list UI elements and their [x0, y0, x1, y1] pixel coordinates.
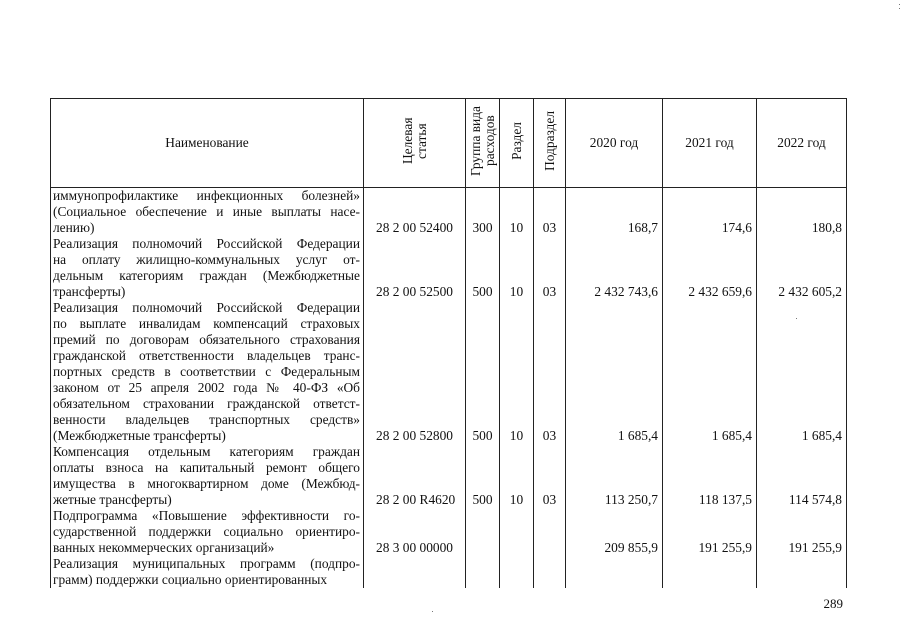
- row-name-line: гражданской ответственности владельцев транс-: [53, 348, 360, 363]
- header-expense-group: Группа вида расходов: [466, 99, 500, 188]
- row-expense-group: [466, 508, 500, 556]
- row-expense-group: 300: [466, 188, 500, 237]
- header-year-2020: 2020 год: [566, 99, 663, 188]
- row-value-2021: 118 137,5: [663, 444, 757, 508]
- row-name-line: оплаты взноса на капитальный ремонт общего: [53, 460, 360, 475]
- row-name-line: законом от 25 апреля 2002 года № 40-ФЗ «Об: [53, 380, 360, 395]
- row-value-2021: 174,6: [663, 188, 757, 237]
- row-subsection: [534, 556, 566, 588]
- row-expense-group: 500: [466, 444, 500, 508]
- row-value-2020: 2 432 743,6: [566, 236, 663, 300]
- row-name-line: Компенсация отдельным категориям граждан: [53, 444, 360, 459]
- row-value-2020: 1 685,4: [566, 300, 663, 444]
- table-row: [51, 300, 847, 444]
- row-section: [500, 508, 534, 556]
- row-article: 28 2 00 52500: [364, 236, 466, 300]
- row-name-line: имущества в многоквартирном доме (Межбюд-: [53, 476, 360, 491]
- row-name-line: Реализация муниципальных программ (подпро-: [53, 556, 360, 571]
- row-value-2022: 191 255,9: [757, 508, 847, 556]
- header-section: Раздел: [500, 99, 534, 188]
- header-subsection: Подраздел: [534, 99, 566, 188]
- row-value-2022: 2 432 605,2: [757, 236, 847, 300]
- row-name-line: грамм) поддержки социально ориентированных: [53, 572, 328, 587]
- row-name-line: иммунопрофилактике инфекционных болезней»: [53, 188, 360, 203]
- row-value-2022: 180,8: [757, 188, 847, 237]
- row-article: [364, 556, 466, 588]
- row-name-line: венности владельцев транспортных средств»: [53, 412, 360, 427]
- row-subsection: 03: [534, 188, 566, 237]
- budget-table: [50, 98, 847, 588]
- row-subsection: 03: [534, 300, 566, 444]
- table-row: [51, 236, 847, 300]
- row-article: 28 3 00 00000: [364, 508, 466, 556]
- row-subsection: 03: [534, 236, 566, 300]
- header-name: Наименование: [51, 99, 364, 188]
- header-year-2021: 2021 год: [663, 99, 757, 188]
- scan-speck: [899, 4, 900, 5]
- row-name-line: трансферты): [53, 284, 126, 299]
- row-name-line: жетные трансферты): [53, 492, 172, 507]
- row-name-line: портных средств в соответствии с Федеральным: [53, 364, 360, 379]
- header-year-2022: 2022 год: [757, 99, 847, 188]
- row-value-2020: 113 250,7: [566, 444, 663, 508]
- row-expense-group: 500: [466, 236, 500, 300]
- row-name-line: (Социальное обеспечение и иные выплаты насе-: [53, 204, 360, 219]
- row-name-line: обязательном страховании гражданской ответст-: [53, 396, 360, 411]
- table-row: [51, 444, 847, 508]
- row-value-2020: 209 855,9: [566, 508, 663, 556]
- row-name-line: сударственной поддержки социально ориентиро-: [53, 524, 360, 539]
- row-name: [51, 508, 364, 556]
- table-row: [51, 508, 847, 556]
- row-expense-group: 500: [466, 300, 500, 444]
- row-name-line: Подпрограмма «Повышение эффективности го-: [53, 508, 360, 523]
- row-name-line: на оплату жилищно-коммунальных услуг от-: [53, 252, 360, 267]
- table-header-row: [51, 99, 847, 188]
- scan-speck: [432, 611, 433, 612]
- row-name: [51, 556, 364, 588]
- row-name-line: по выплате инвалидам компенсаций страховых: [53, 316, 360, 331]
- row-name-line: Реализация полномочий Российской Федерации: [53, 300, 360, 315]
- row-subsection: [534, 508, 566, 556]
- row-name: [51, 300, 364, 444]
- row-article: 28 2 00 52800: [364, 300, 466, 444]
- row-name-line: ванных некоммерческих организаций»: [53, 540, 275, 555]
- row-value-2021: 191 255,9: [663, 508, 757, 556]
- row-expense-group: [466, 556, 500, 588]
- row-value-2021: 2 432 659,6: [663, 236, 757, 300]
- scan-speck: [899, 8, 900, 9]
- row-section: 10: [500, 188, 534, 237]
- row-value-2021: [663, 556, 757, 588]
- row-article: 28 2 00 52400: [364, 188, 466, 237]
- row-value-2022: 114 574,8: [757, 444, 847, 508]
- row-section: 10: [500, 236, 534, 300]
- row-name: [51, 236, 364, 300]
- row-value-2020: 168,7: [566, 188, 663, 237]
- header-article: Целевая статья: [364, 99, 466, 188]
- row-name-line: лению): [53, 220, 95, 235]
- row-name-line: дельным категориям граждан (Межбюджетные: [53, 268, 360, 283]
- row-section: [500, 556, 534, 588]
- row-value-2021: 1 685,4: [663, 300, 757, 444]
- table-row: [51, 556, 847, 588]
- row-name: [51, 444, 364, 508]
- row-value-2022: 1 685,4: [757, 300, 847, 444]
- row-value-2020: [566, 556, 663, 588]
- scan-speck: [796, 318, 797, 319]
- row-subsection: 03: [534, 444, 566, 508]
- row-section: 10: [500, 300, 534, 444]
- page-number: 289: [823, 596, 843, 611]
- row-name-line: (Межбюджетные трансферты): [53, 428, 226, 443]
- row-value-2022: [757, 556, 847, 588]
- row-name: [51, 188, 364, 237]
- row-section: 10: [500, 444, 534, 508]
- table-row: [51, 188, 847, 237]
- row-name-line: Реализация полномочий Российской Федерации: [53, 236, 360, 251]
- row-article: 28 2 00 R4620: [364, 444, 466, 508]
- row-name-line: премий по договорам обязательного страхования: [53, 332, 360, 347]
